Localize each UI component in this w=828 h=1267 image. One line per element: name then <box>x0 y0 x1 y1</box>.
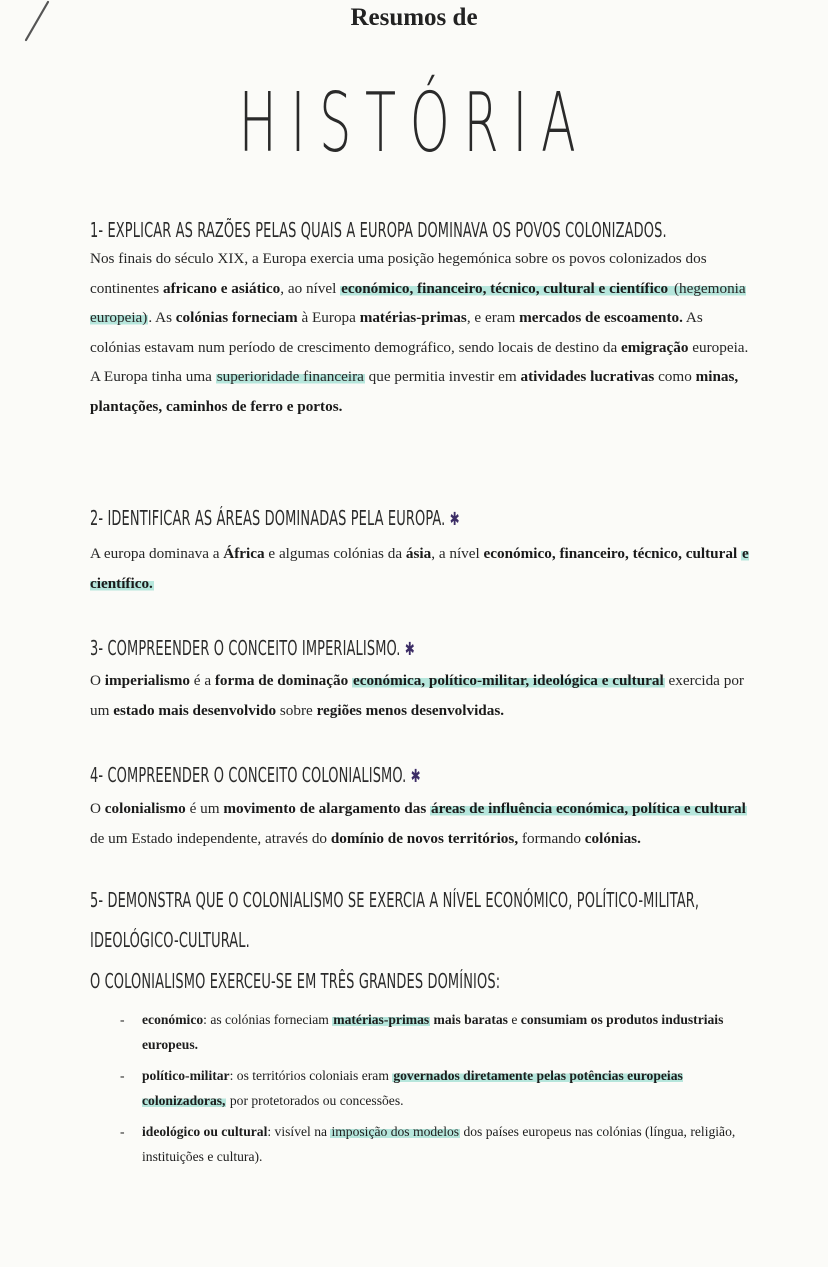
star-icon: ✱ <box>449 509 460 530</box>
text-segment: , ao nível <box>280 279 341 297</box>
text-segment: exercida por um <box>90 672 744 719</box>
text-segment: europeia. A Europa tinha uma <box>90 338 749 385</box>
section-5-subheading: O COLONIALISMO EXERCEU-SE EM TRÊS GRANDES DOMÍNIOS: <box>90 969 501 993</box>
header-resumos: Resumos de <box>350 4 478 31</box>
highlighted-text: governados diretamente pelas potências europeias colonizadoras, <box>142 1068 683 1108</box>
bold-text: imperialismo <box>104 672 190 689</box>
bold-text: económico <box>142 1012 204 1027</box>
bold-text: colónias forneciam <box>175 309 298 326</box>
text-segment: como <box>654 368 696 385</box>
text-segment: sobre <box>276 701 317 719</box>
bold-text: ideológico ou cultural <box>142 1124 268 1139</box>
text-segment: de um Estado independente, através do <box>90 829 331 847</box>
bold-text: económico, financeiro, técnico, cultural <box>483 545 741 562</box>
text-segment: A europa dominava a <box>90 545 224 562</box>
list-item <box>112 1007 742 1057</box>
bold-text: minas, plantações, caminhos de ferro e portos. <box>90 368 739 415</box>
bold-text: político-militar <box>142 1068 230 1083</box>
text-segment: à Europa <box>297 309 360 326</box>
bold-text: colonialismo <box>104 800 186 817</box>
bold-text: emigração <box>620 338 689 356</box>
text-segment: . As <box>148 309 176 326</box>
highlighted-text: superioridade financeira <box>216 368 364 385</box>
highlighted-text: e científico. <box>90 545 749 592</box>
highlighted-text: matérias-primas <box>333 1012 430 1027</box>
highlighted-text: áreas de influência económica, política e cultural <box>431 800 746 817</box>
text-segment: O <box>90 672 105 689</box>
highlighted-text: (hegemonia europeia) <box>90 279 746 326</box>
text-segment: e algumas colónias da <box>264 545 406 562</box>
text-segment: por protetorados ou concessões. <box>226 1093 404 1108</box>
subject-title: HISTÓRIA <box>238 76 590 171</box>
bold-text: África <box>223 545 265 562</box>
domains-list <box>112 1007 742 1169</box>
bold-text: regiões menos desenvolvidas. <box>316 701 505 719</box>
bold-text: matérias-primas <box>359 309 467 326</box>
text-segment: Nos finais do século XIX, a Europa exercia uma posição hegemónica sobre os povos colonizados dos continentes <box>90 250 707 297</box>
bold-text: ásia <box>405 545 432 562</box>
section-1-heading: 1- EXPLICAR AS RAZÕES PELAS QUAIS A EUROPA DOMINAVA OS POVOS COLONIZADOS. <box>90 218 667 242</box>
text-segment: : os territórios coloniais eram <box>229 1068 393 1083</box>
domains-list-wrap <box>112 1007 742 1169</box>
text-segment: , a nível <box>431 545 484 562</box>
section-2-heading-text: 2- IDENTIFICAR AS ÁREAS DOMINADAS PELA EUROPA. <box>90 506 446 530</box>
bold-text: mercados de escoamento. <box>519 309 683 326</box>
bold-text: domínio de novos territórios, <box>330 829 519 847</box>
bold-text: colónias. <box>584 829 641 847</box>
star-icon: ✱ <box>410 766 421 787</box>
bold-text: mais baratas <box>430 1012 508 1027</box>
text-segment: As colónias estavam num período de crescimento demográfico, sendo locais de destino da <box>90 309 703 356</box>
section-4-body <box>90 794 755 853</box>
text-segment: : as colónias forneciam <box>203 1012 333 1027</box>
highlighted-text: económico, financeiro, técnico, cultural e científico <box>341 279 669 297</box>
text-segment: O <box>90 800 105 817</box>
text-segment: , e eram <box>466 309 520 326</box>
section-2-heading <box>90 506 460 530</box>
section-3-heading <box>90 636 415 660</box>
text-segment: e <box>507 1012 521 1027</box>
bold-text: africano e asiático <box>162 279 281 297</box>
bold-text: atividades lucrativas <box>520 368 655 385</box>
bold-text: movimento de alargamento das <box>223 800 431 817</box>
section-3-body <box>90 666 755 725</box>
section-5-heading-line-1: 5- DEMONSTRA QUE O COLONIALISMO SE EXERCIA A NÍVEL ECONÓMICO, POLÍTICO-MILITAR, <box>90 888 700 912</box>
section-2-body <box>90 539 755 598</box>
text-segment: dos países europeus nas colónias (língua, religião, instituições e cultura). <box>142 1124 736 1164</box>
star-icon: ✱ <box>404 639 415 660</box>
section-5-heading-line-2: IDEOLÓGICO-CULTURAL. <box>90 928 250 952</box>
bold-text: consumiam os produtos industriais europeus. <box>142 1012 724 1052</box>
highlighted-text: imposição dos modelos <box>331 1124 460 1139</box>
text-segment: é a <box>189 672 215 689</box>
list-item <box>112 1119 742 1169</box>
bold-text: estado mais desenvolvido <box>113 701 277 719</box>
section-4-heading <box>90 763 421 787</box>
text-segment: é um <box>185 800 224 817</box>
text-segment: formando <box>518 829 585 847</box>
list-item <box>112 1063 742 1113</box>
section-4-heading-text: 4- COMPREENDER O CONCEITO COLONIALISMO. <box>90 763 407 787</box>
bold-text: forma de dominação <box>214 672 352 689</box>
section-3-heading-text: 3- COMPREENDER O CONCEITO IMPERIALISMO. <box>90 636 401 660</box>
text-segment: que permitia investir em <box>364 368 521 385</box>
text-segment: : visível na <box>267 1124 331 1139</box>
highlighted-text: económica, político-militar, ideológica e cultural <box>352 672 664 689</box>
section-1-body <box>90 244 755 421</box>
